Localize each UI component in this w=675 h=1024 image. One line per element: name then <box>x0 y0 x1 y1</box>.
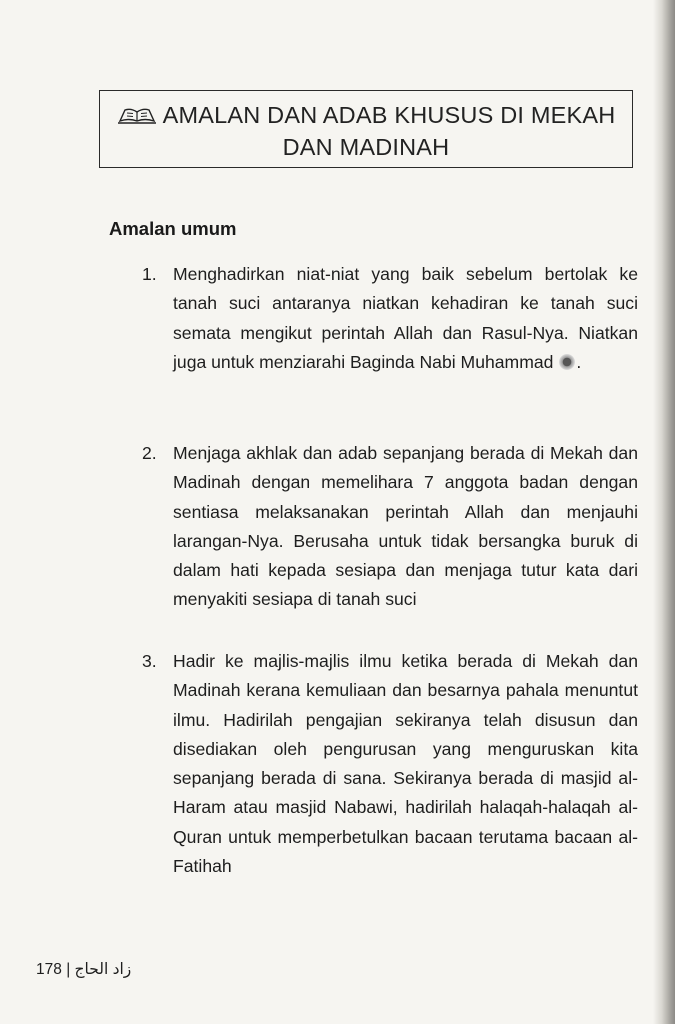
list-item-text: Hadir ke majlis-majlis ilmu ketika berada di Mekah dan Madinah kerana kemuliaan dan besarnya pahala menuntut ilmu. Hadirilah pengajian sekiranya telah disusun dan disediakan oleh pengurusan yang menguruskan kita sepanjang berada di sana. Sekiranya berada di masjid al-Haram atau masjid Nabawi, hadirilah halaqah-halaqah al-Quran untuk memperbetulkan bacaan terutama bacaan al-Fatihah <box>173 651 638 877</box>
chapter-title-line-2: DAN MADINAH <box>282 134 450 160</box>
chapter-title-text-1: AMALAN DAN ADAB KHUSUS DI MEKAH <box>162 102 616 128</box>
chapter-title-line-1 <box>100 99 632 131</box>
page-number: 178 <box>36 961 62 978</box>
list-item-text: Menjaga akhlak dan adab sepanjang berada di Mekah dan Madinah dengan memelihara 7 anggota badan dengan sentiasa melaksanakan perintah Allah dan menjauhi larangan-Nya. Berusaha untuk tidak bersangka buruk di dalam hati kepada sesiapa dan menjaga tutur kata dari menyakiti sesiapa di tanah suci <box>173 443 638 610</box>
list-item-3 <box>142 647 638 881</box>
section-heading: Amalan umum <box>109 218 237 239</box>
book-title: زاد الحاج <box>74 961 132 978</box>
footer-separator: | <box>66 961 71 978</box>
list-item-1 <box>142 260 638 377</box>
salawat-calligraphy-icon <box>559 354 575 370</box>
open-book-icon <box>117 101 157 121</box>
page-footer <box>36 960 131 979</box>
list-item-text-end: . <box>576 351 582 372</box>
list-item-text: Menghadirkan niat-niat yang baik sebelum bertolak ke tanah suci antaranya niatkan kehadiran ke tanah suci semata mengikut perintah Allah dan Rasul-Nya. Niatkan juga untuk menziarahi Baginda Nabi Muhammad <box>173 264 638 372</box>
list-item-2 <box>142 439 638 615</box>
list-item-number: 3. <box>142 651 157 671</box>
page-edge-shadow <box>653 0 675 1024</box>
list-item-number: 2. <box>142 443 157 463</box>
list-item-body <box>173 260 638 377</box>
list-item-number: 1. <box>142 264 157 284</box>
chapter-title-box <box>99 90 633 168</box>
